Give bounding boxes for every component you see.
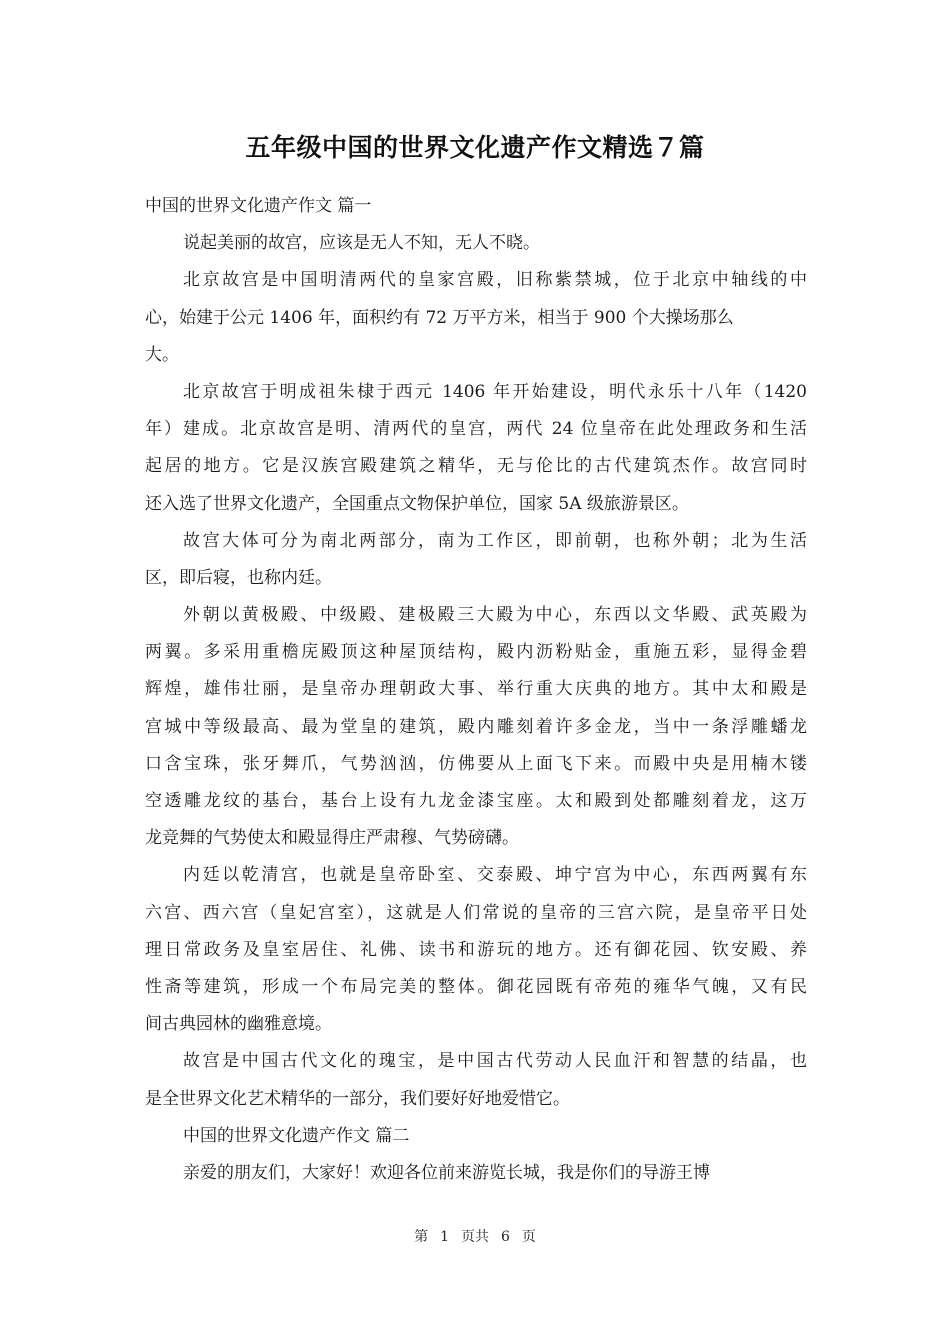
text-line: 还入选了世界文化遗产，全国重点文物保护单位，国家 5A 级旅游景区。	[145, 493, 689, 514]
text-line: 心，始建于公元 1406 年，面积约有 72 万平方米，相当于 900 个大操场那么	[145, 307, 734, 328]
text-line: 口含宝珠，张牙舞爪，气势汹汹，仿佛要从上面飞下来。而殿中央是用楠木镂	[145, 753, 807, 774]
footer-total-pages: 6	[501, 1229, 510, 1245]
text-line: 区，即后寝，也称内廷。	[145, 567, 332, 588]
text-line: 间古典园林的幽雅意境。	[145, 1014, 332, 1035]
text-line: 外朝以黄极殿、中级殿、建极殿三大殿为中心，东西以文华殿、武英殿为	[183, 605, 807, 626]
footer-prefix: 第	[414, 1229, 429, 1245]
text-line: 大。	[145, 344, 179, 365]
document-body	[145, 188, 807, 1192]
text-line: 宫城中等级最高、最为堂皇的建筑，殿内雕刻着许多金龙，当中一条浮雕蟠龙	[145, 716, 807, 737]
text-line: 六宫、西六宫（皇妃宫室），这就是人们常说的皇帝的三宫六院，是皇帝平日处	[145, 902, 807, 923]
page-footer	[0, 1226, 950, 1248]
text-line: 北京故宫于明成祖朱棣于西元 1406 年开始建设，明代永乐十八年（1420	[183, 381, 807, 402]
text-line: 性斋等建筑，形成一个布局完美的整体。御花园既有帝苑的雍华气魄，又有民	[145, 976, 807, 997]
footer-suffix: 页	[521, 1229, 536, 1245]
text-line: 起居的地方。它是汉族宫殿建筑之精华，无与伦比的古代建筑杰作。故宫同时	[145, 456, 807, 477]
text-line: 中国的世界文化遗产作文 篇一	[145, 196, 372, 216]
text-line: 故宫是中国古代文化的瑰宝，是中国古代劳动人民血汗和智慧的结晶，也	[183, 1051, 807, 1072]
document-title: 五年级中国的世界文化遗产作文精选７篇	[245, 133, 705, 162]
text-line: 龙竞舞的气势使太和殿显得庄严肃穆、气势磅礴。	[145, 828, 519, 849]
text-line: 故宫大体可分为南北两部分，南为工作区，即前朝，也称外朝；北为生活	[183, 530, 807, 551]
text-line: 辉煌，雄伟壮丽，是皇帝办理朝政大事、举行重大庆典的地方。其中太和殿是	[145, 679, 807, 700]
text-line: 说起美丽的故宫，应该是无人不知，无人不晓。	[183, 233, 540, 254]
text-line: 中国的世界文化遗产作文 篇二	[183, 1125, 410, 1146]
text-line: 北京故宫是中国明清两代的皇家宫殿，旧称紫禁城，位于北京中轴线的中	[183, 270, 807, 291]
text-line: 年）建成。北京故宫是明、清两代的皇宫，两代 24 位皇帝在此处理政务和生活	[145, 419, 807, 440]
text-line: 理日常政务及皇室居住、礼佛、读书和游玩的地方。还有御花园、钦安殿、养	[145, 939, 807, 960]
footer-current-page: 1	[440, 1229, 449, 1245]
text-line: 两翼。多采用重檐庑殿顶这种屋顶结构，殿内沥粉贴金，重施五彩，显得金碧	[145, 642, 807, 663]
footer-middle: 页共	[461, 1229, 489, 1245]
text-line: 是全世界文化艺术精华的一部分，我们要好好地爱惜它。	[145, 1088, 570, 1109]
text-line: 内廷以乾清宫，也就是皇帝卧室、交泰殿、坤宁宫为中心，东西两翼有东	[183, 865, 807, 886]
text-line: 空透雕龙纹的基台，基台上设有九龙金漆宝座。太和殿到处都雕刻着龙，这万	[145, 791, 807, 811]
text-line: 亲爱的朋友们，大家好！欢迎各位前来游览长城，我是你们的导游王博	[183, 1162, 710, 1183]
